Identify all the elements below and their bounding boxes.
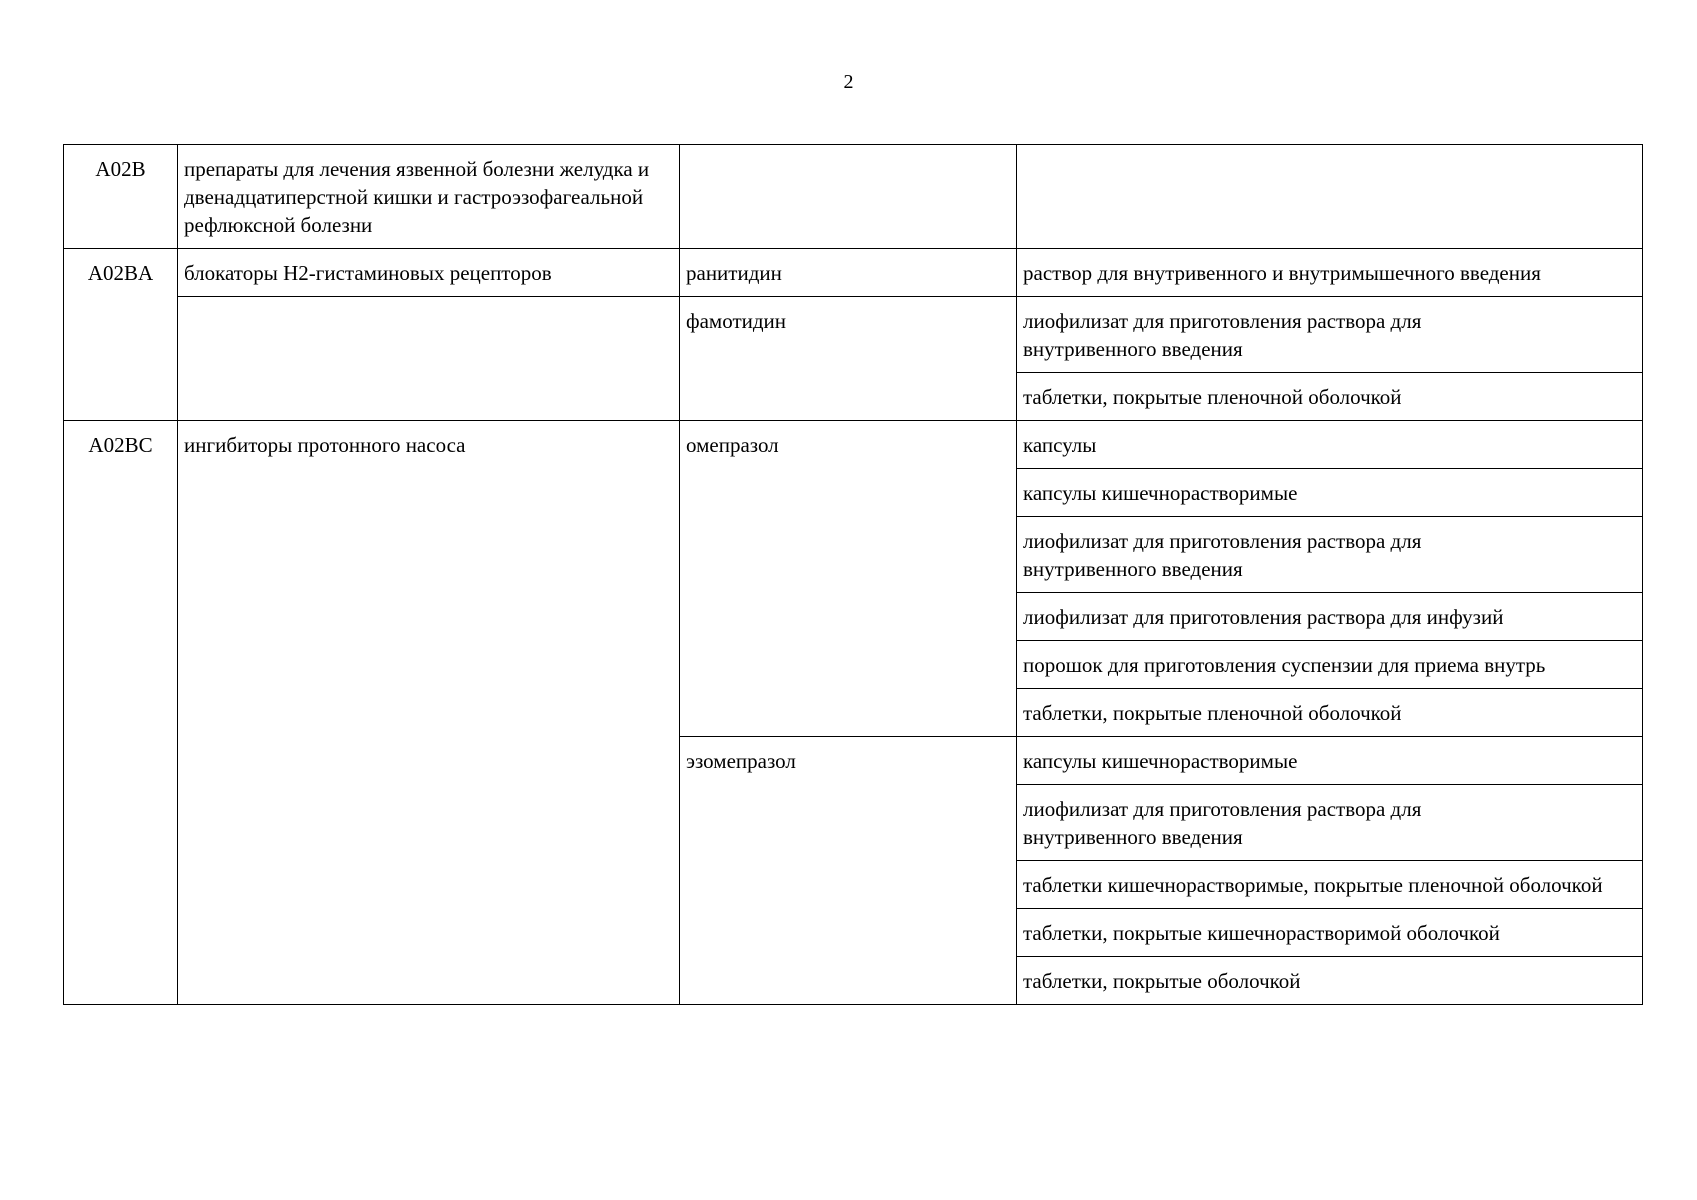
table-row <box>64 421 1643 469</box>
dosage-form: таблетки кишечнорастворимые, покрытые пленочной оболочкой <box>1017 861 1643 909</box>
page-number: 2 <box>843 71 854 93</box>
dosage-form: раствор для внутривенного и внутримышечного введения <box>1017 249 1643 297</box>
dosage-form <box>1017 297 1643 373</box>
dosage-form: капсулы <box>1017 421 1643 469</box>
atc-group-name: блокаторы Н2-гистаминовых рецепторов <box>178 249 680 297</box>
atc-code: A02B <box>64 145 178 249</box>
dosage-form-text: лиофилизат для приготовления раствора для внутривенного введения <box>1023 797 1422 849</box>
dosage-form-text: лиофилизат для приготовления раствора для внутривенного введения <box>1023 309 1422 361</box>
drug-classification-table <box>63 144 1643 1005</box>
table-row <box>64 145 1643 249</box>
dosage-form: таблетки, покрытые пленочной оболочкой <box>1017 373 1643 421</box>
dosage-form: капсулы кишечнорастворимые <box>1017 469 1643 517</box>
dosage-form: таблетки, покрытые кишечнорастворимой оболочкой <box>1017 909 1643 957</box>
drug-name: ранитидин <box>680 249 1017 297</box>
dosage-form <box>1017 785 1643 861</box>
atc-code: A02BA <box>64 249 178 421</box>
dosage-form: таблетки, покрытые оболочкой <box>1017 957 1643 1005</box>
dosage-form: порошок для приготовления суспензии для приема внутрь <box>1017 641 1643 689</box>
dosage-form: лиофилизат для приготовления раствора для инфузий <box>1017 593 1643 641</box>
atc-group-name: ингибиторы протонного насоса <box>178 421 680 1005</box>
atc-group-name-text: препараты для лечения язвенной болезни желудка и двенадцатиперстной кишки и гастроэзофагеальной рефлюксной болезни <box>184 157 650 237</box>
table-row <box>64 249 1643 297</box>
atc-code: A02BC <box>64 421 178 1005</box>
dosage-form: капсулы кишечнорастворимые <box>1017 737 1643 785</box>
dosage-form <box>1017 517 1643 593</box>
atc-group-name-empty <box>178 297 680 421</box>
drug-name-empty <box>680 145 1017 249</box>
drug-name: фамотидин <box>680 297 1017 421</box>
dosage-form-empty <box>1017 145 1643 249</box>
table-row <box>64 297 1643 373</box>
drug-name: омепразол <box>680 421 1017 737</box>
dosage-form: таблетки, покрытые пленочной оболочкой <box>1017 689 1643 737</box>
atc-group-name <box>178 145 680 249</box>
drug-name: эзомепразол <box>680 737 1017 1005</box>
dosage-form-text: лиофилизат для приготовления раствора для внутривенного введения <box>1023 529 1422 581</box>
